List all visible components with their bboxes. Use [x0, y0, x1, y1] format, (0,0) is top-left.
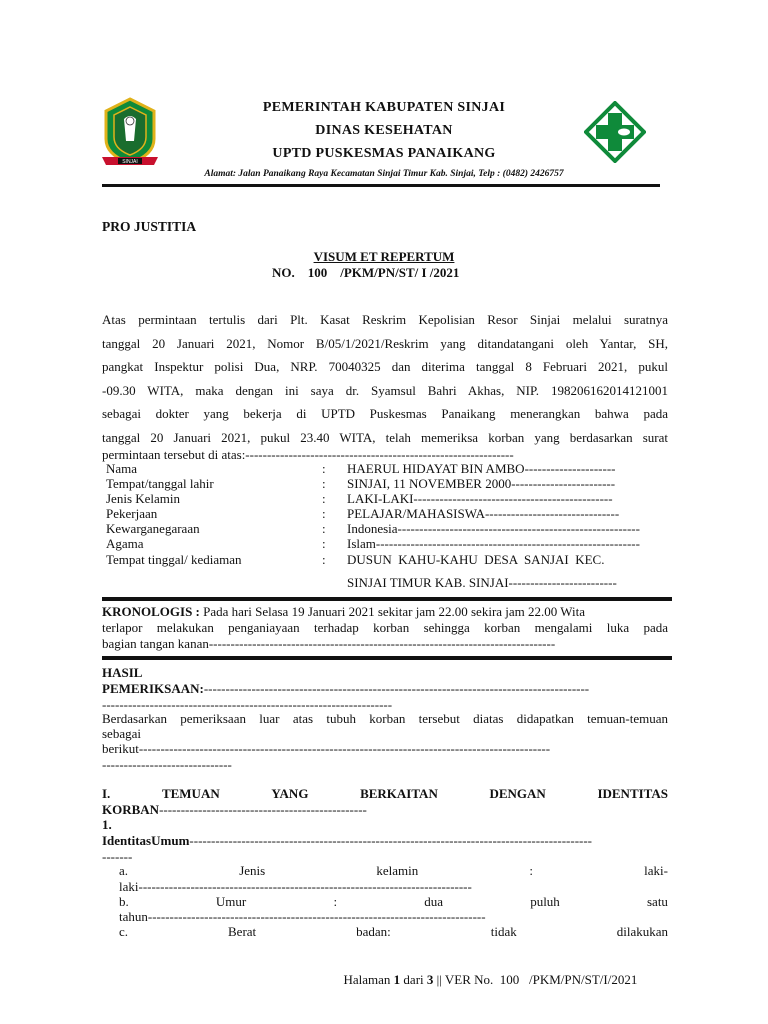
hasil-line3: ------------------------------------------------------------------- [102, 697, 393, 712]
pro-justitia: PRO JUSTITIA [102, 219, 197, 234]
intro-line: tanggal 20 Januari 2021, Nomor B/05/1/2021/Reskrim yang ditandatangani oleh Yantar, SH, [102, 335, 668, 351]
item-c [119, 924, 668, 940]
identity-row-residence [106, 552, 668, 568]
identity-row-job [106, 506, 668, 522]
hasil-paragraph-2: sebagai [102, 726, 141, 741]
identity-row-religion [106, 536, 668, 552]
hasil-paragraph-4: ------------------------------ [102, 757, 232, 772]
item-word: Jenis [239, 863, 266, 878]
identity-colon: : [322, 491, 326, 506]
section-divider [102, 597, 672, 601]
identitas-umum-label: IdentitasUmum [102, 833, 190, 848]
item-word: badan: [356, 924, 391, 939]
hasil-dashes: ----------------------------------------------------------------------------------------- [203, 681, 590, 696]
identity-row-gender [106, 491, 668, 507]
page-footer [337, 956, 682, 988]
intro-line: Atas permintaan tertulis dari Plt. Kasat Reskrim Kepolisian Resor Sinjai melalui suratnya [102, 312, 668, 327]
intro-line: sebagai dokter yang bekerja di UPTD Puskesmas Panaikang menerangkan bahwa pada [102, 406, 668, 421]
item-word: b. [119, 894, 129, 909]
item-word: Umur [215, 894, 247, 909]
item-a [119, 863, 668, 879]
item-word: c. [119, 924, 129, 939]
intro-line: tanggal 20 Januari 2021, pukul 23.40 WITA, telah memeriksa korban yang berdasarkan surat [102, 429, 668, 445]
item-a-cont: laki----------------------------------------------------------------------------- [119, 879, 472, 894]
identity-key: Kewarganegaraan [106, 521, 200, 536]
item-word: : [529, 863, 534, 878]
identity-colon: : [322, 536, 326, 551]
heading-word: TEMUAN [161, 786, 220, 801]
item-word: : [333, 894, 338, 909]
identitas-umum-line [102, 833, 668, 849]
identity-colon: : [322, 521, 326, 536]
title-text: VISUM ET REPERTUM [313, 249, 455, 264]
identity-colon: : [322, 506, 326, 521]
identity-key: Pekerjaan [106, 506, 158, 521]
hasil-line2 [102, 681, 668, 697]
section-1-heading [102, 786, 668, 802]
heading-word: BERKAITAN [360, 786, 438, 801]
item-word: a. [119, 863, 129, 878]
section-1-heading-cont [102, 802, 668, 818]
footer-prefix: Halaman [343, 972, 394, 987]
document-number: NO. 100 /PKM/PN/ST/ I /2021 [272, 265, 460, 280]
identitas-umum-dashes: --------------------------------------------------------------------------------------------- [189, 833, 593, 848]
hasil-paragraph-3: berikut----------------------------------------------------------------------------------------------- [102, 741, 551, 756]
item-word: tidak [490, 924, 517, 939]
identity-colon: : [322, 461, 326, 476]
identity-key: Tempat tinggal/ kediaman [106, 552, 242, 567]
identity-value: SINJAI, 11 NOVEMBER 2000------------------------ [347, 476, 616, 491]
item-word: dilakukan [616, 924, 668, 939]
kronologis-line3: bagian tangan kanan-------------------------------------------------------------------------------- [102, 636, 556, 651]
identity-value: Islam------------------------------------------------------------- [347, 536, 640, 551]
identity-colon: : [322, 476, 326, 491]
heading-word: IDENTITAS [597, 786, 668, 801]
identity-row-nama [106, 461, 668, 477]
heading-word: I. [102, 786, 111, 801]
identity-value: HAERUL HIDAYAT BIN AMBO--------------------- [347, 461, 616, 476]
hasil-paragraph-1: Berdasarkan pemeriksaan luar atas tubuh korban tersebut diatas didapatkan temuan-temuan [102, 711, 668, 726]
intro-line: -09.30 WITA, maka dengan ini saya dr. Syamsul Bahri Akhas, NIP. 198206162014121001 [102, 382, 668, 398]
identity-value: LAKI-LAKI---------------------------------------------- [347, 491, 613, 506]
identity-key: Agama [106, 536, 144, 551]
heading-word: YANG [271, 786, 309, 801]
item-b-cont: tahun------------------------------------------------------------------------------ [119, 909, 486, 924]
footer-mid: dari [400, 972, 427, 987]
item-word: laki- [644, 863, 668, 878]
identity-row-citizenship [106, 521, 668, 537]
item-word: kelamin [376, 863, 419, 878]
item-b [119, 894, 668, 910]
footer-page-total: 3 [426, 972, 434, 987]
korban-label: KORBAN [102, 802, 160, 817]
footer-page-number: 1 [393, 972, 401, 987]
intro-line: pangkat Inspektur polisi Dua, NRP. 70040325 dan diterima tanggal 8 Februari 2021, pukul [102, 359, 668, 374]
identity-key: Tempat/tanggal lahir [106, 476, 214, 491]
header-department: DINAS KESEHATAN [315, 123, 453, 138]
kronologis-label: KRONOLOGIS : [102, 604, 200, 619]
document-title [0, 249, 768, 265]
item-word: satu [646, 894, 668, 909]
hasil-label-2: PEMERIKSAAN: [102, 681, 204, 696]
section-divider [102, 656, 672, 660]
identity-value: DUSUN KAHU-KAHU DESA SANJAI KEC. [347, 552, 605, 567]
header-puskesmas: UPTD PUSKESMAS PANAIKANG [272, 146, 496, 161]
heading-word: DENGAN [489, 786, 546, 801]
header-address: Alamat: Jalan Panaikang Raya Kecamatan Sinjai Timur Kab. Sinjai, Telp : (0482) 2426757 [204, 169, 564, 179]
korban-dashes: ------------------------------------------------ [159, 802, 367, 817]
emblem-banner-text: SINJAI [122, 159, 138, 165]
item-word: puluh [530, 894, 560, 909]
item-word: Berat [228, 924, 257, 939]
identity-value: PELAJAR/MAHASISWA------------------------------- [347, 506, 620, 521]
identitas-umum-cont: ------- [102, 849, 133, 864]
kronologis-line2: terlapor melakukan penganiayaan terhadap korban sehingga korban mengalami luka pada [102, 620, 668, 635]
identity-row-birth [106, 476, 668, 492]
identity-key: Nama [106, 461, 138, 476]
residence-continuation: SINJAI TIMUR KAB. SINJAI------------------------- [347, 575, 617, 590]
identity-colon: : [322, 552, 326, 567]
identity-value: Indonesia-------------------------------------------------------- [347, 521, 640, 536]
hasil-label: HASIL [102, 665, 143, 680]
intro-line-last: permintaan tersebut di atas:-------------------------------------------------------------- [102, 447, 514, 462]
intro-paragraph [102, 308, 668, 449]
item-word: dua [424, 894, 444, 909]
header-divider [102, 184, 660, 187]
identity-key: Jenis Kelamin [106, 491, 181, 506]
kronologis-line1 [102, 604, 668, 620]
footer-ref: || VER No. 100 /PKM/PN/ST/I/2021 [433, 972, 638, 987]
kronologis-text: Pada hari Selasa 19 Januari 2021 sekitar jam 22.00 sekira jam 22.00 Wita [199, 604, 586, 619]
subsection-number: 1. [102, 817, 112, 832]
header-government: PEMERINTAH KABUPATEN SINJAI [262, 100, 506, 115]
